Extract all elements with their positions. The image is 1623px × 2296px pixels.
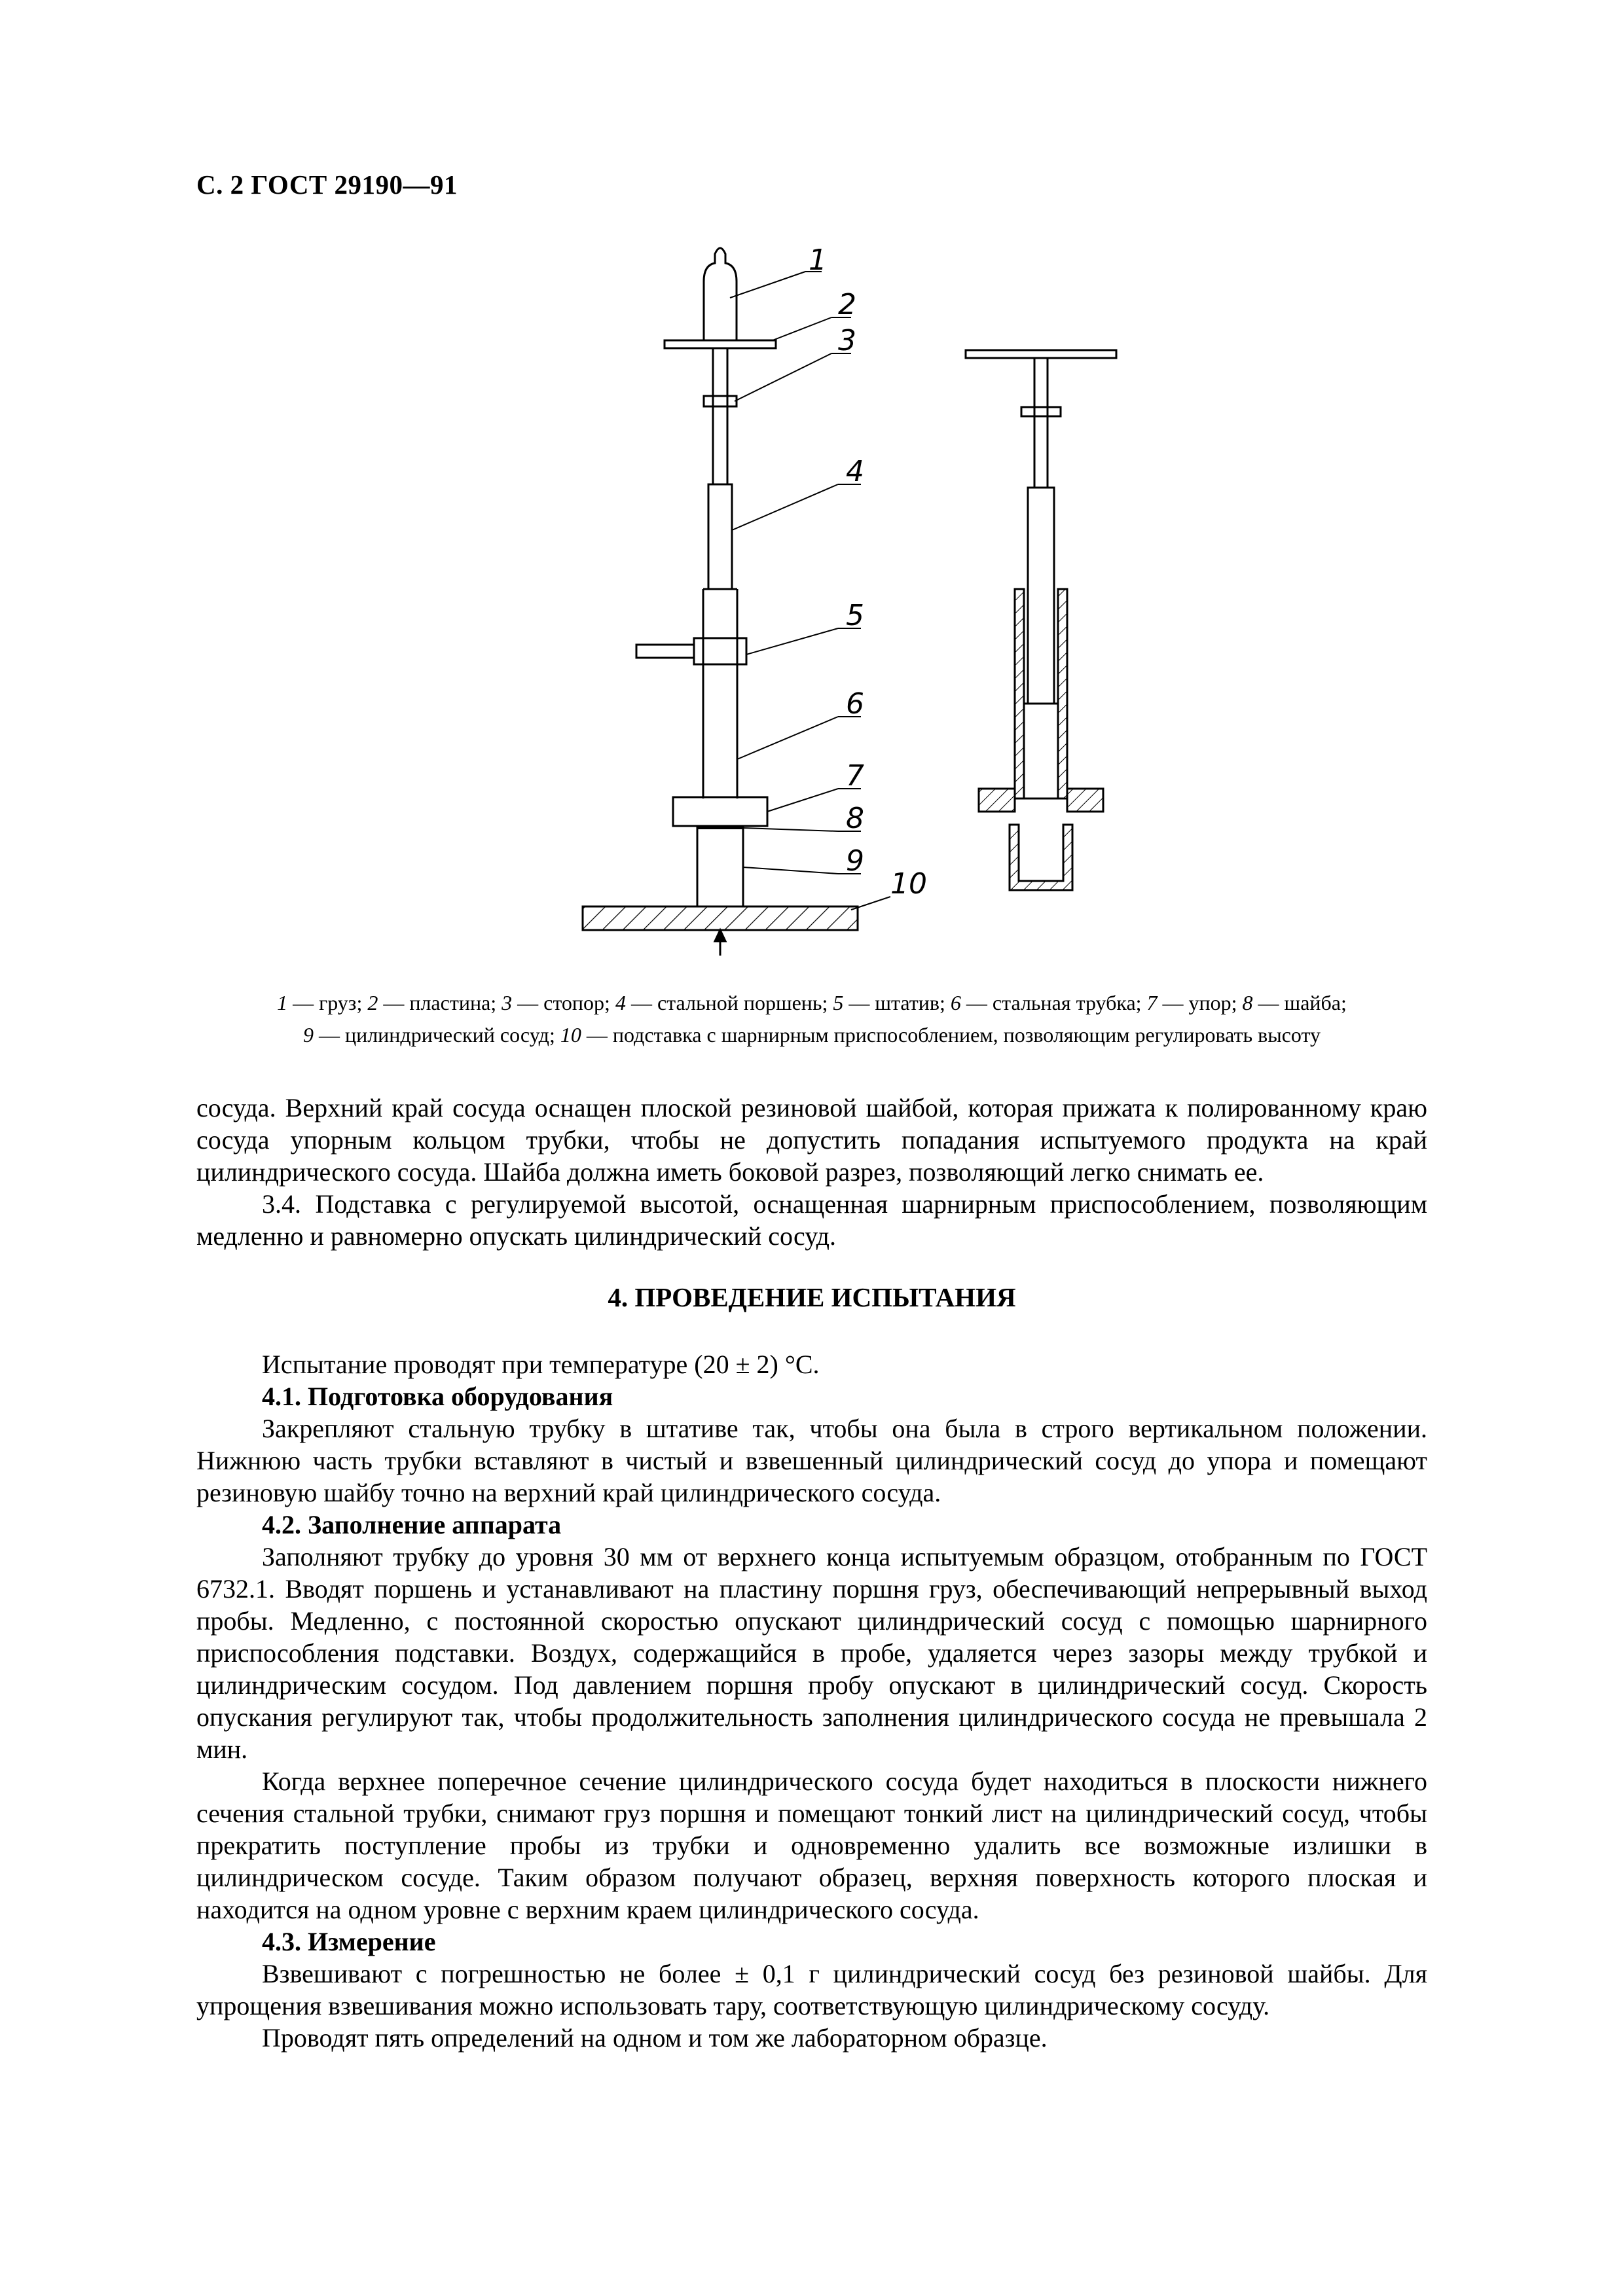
body-block-2 — [196, 1348, 1427, 2054]
assembly-exterior — [583, 248, 858, 956]
figure-legend — [196, 987, 1427, 1051]
callout-4: 4 — [846, 455, 864, 488]
assembly-section — [966, 350, 1116, 890]
callout-labels — [809, 243, 927, 901]
plate — [665, 340, 776, 348]
stop-ring — [673, 797, 767, 826]
heading-4-3: 4.3. Измерение — [262, 1927, 436, 1956]
callout-8: 8 — [846, 802, 864, 835]
callout-1: 1 — [809, 243, 827, 277]
apparatus-figure — [563, 236, 1218, 962]
paragraph-4-1: Закрепляют стальную трубку в штативе так, чтобы она была в строго вертикальном положении. Нижнюю часть трубки вставляют в чистый и взвешенный цилиндрический сосуд до упора и помещают резиновую шайбу точно на верхний край цилиндрического сосуда. — [196, 1414, 1427, 1507]
heading-4-2: 4.2. Заполнение аппарата — [262, 1510, 562, 1539]
weight — [704, 248, 737, 321]
body-block-1 — [196, 1092, 1427, 1252]
page-header: С. 2 ГОСТ 29190—91 — [196, 170, 458, 200]
paragraph-4-3: Взвешивают с погрешностью не более ± 0,1 г цилиндрический сосуд без резиновой шайбы. Для упрощения взвешивания можно использовать тару, соответствующую цилиндрическому сосуду. — [196, 1959, 1427, 2020]
callout-7: 7 — [846, 759, 864, 793]
stand-clamp — [694, 638, 746, 664]
cylindrical-vessel — [697, 828, 743, 906]
piston — [708, 484, 732, 589]
section-title: 4. ПРОВЕДЕНИЕ ИСПЫТАНИЯ — [608, 1282, 1016, 1312]
paragraph-4-2: Заполняют трубку до уровня 30 мм от верхнего конца испытуемым образцом, отобранным по ГОСТ 6732.1. Вводят поршень и устанавливают на пластину поршня груз, обеспечивающий непрерывный выход пробы. Медленно, с постоянной скоростью опускают цилиндрический сосуд с помощью шарнирного приспособления подставки. Воздух, содержащийся в пробе, удаляется через зазоры между трубкой и цилиндрическим сосудом. Под давлением поршня пробу опускают в цилиндрический сосуд. Скорость опускания регулируют так, чтобы продолжительность заполнения цилиндрического сосуда не превышала 2 мин. — [196, 1542, 1427, 1764]
support-base — [583, 906, 858, 930]
legend-line-1: 1 — груз; 2 — пластина; 3 — стопор; 4 — стальной поршень; 5 — штатив; 6 — стальная трубка; 7 — упор; 8 — шайба; — [277, 991, 1347, 1014]
paragraph-temperature: Испытание проводят при температуре (20 ± 2) °С. — [262, 1350, 820, 1379]
apparatus-drawing — [563, 236, 1218, 962]
callout-10: 10 — [890, 867, 927, 901]
paragraph-4-2-cont: Когда верхнее поперечное сечение цилиндрического сосуда будет находиться в плоскости нижнего сечения стальной трубки, снимают груз поршня и помещают тонкий лист на цилиндрический сосуд, чтобы прекратить поступление пробы из трубки и одновременно удалить все возможные излишки в цилиндрическом сосуде. Таким образом получают образец, верхняя поверхность которого плоская и находится на одном уровне с верхним краем цилиндрического сосуда. — [196, 1767, 1427, 1924]
callout-5: 5 — [846, 599, 864, 632]
callouts — [730, 272, 890, 910]
paragraph-3-4: 3.4. Подставка с регулируемой высотой, оснащенная шарнирным приспособлением, позволяющим медленно и равномерно опускать цилиндрический сосуд. — [196, 1189, 1427, 1251]
stand-rod — [636, 645, 694, 658]
callout-9: 9 — [846, 844, 864, 878]
callout-6: 6 — [846, 687, 864, 721]
legend-line-2: 9 — цилиндрический сосуд; 10 — подставка с шарнирным приспособлением, позволяющим регулировать высоту — [302, 1023, 1321, 1047]
callout-3: 3 — [838, 324, 856, 357]
paragraph-4-3-cont: Проводят пять определений на одном и том же лабораторном образце. — [262, 2023, 1048, 2053]
callout-2: 2 — [838, 288, 856, 321]
heading-4-1: 4.1. Подготовка оборудования — [262, 1382, 613, 1411]
stopper — [704, 396, 737, 406]
paragraph-vessel: сосуда. Верхний край сосуда оснащен плоской резиновой шайбой, которая прижата к полированному краю сосуда упорным кольцом трубки, чтобы не допустить попадания испытуемого продукта на край цилиндрического сосуда. Шайба должна иметь боковой разрез, позволяющий легко снимать ее. — [196, 1093, 1427, 1187]
